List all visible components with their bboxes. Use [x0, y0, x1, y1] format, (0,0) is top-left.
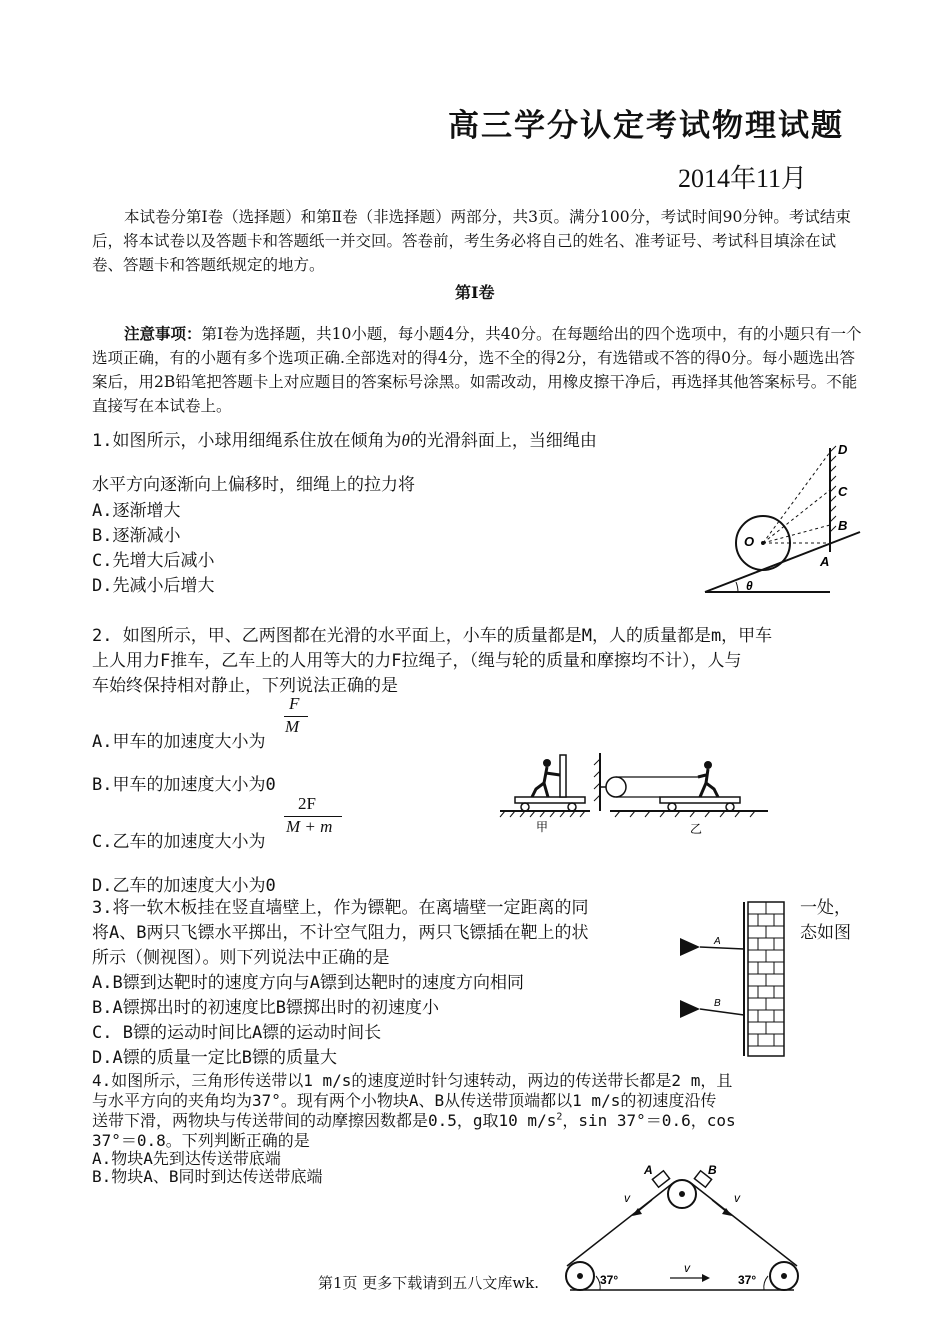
- q3-option-b: B.A镖掷出时的初速度比B镖掷出时的初速度小: [92, 998, 439, 1018]
- notice-label: 注意事项：: [124, 324, 202, 343]
- label-angle-right: 37°: [738, 1273, 757, 1287]
- intro-paragraph: 本试卷分第Ⅰ卷（选择题）和第Ⅱ卷（非选择题）两部分，共3页。满分100分，考试时间90分钟。考试结束后，将本试卷以及答题卡和答题纸一并交回。答卷前，考生务必将自己的姓名、准考证号、考试科目填涂在试卷、答题卡和答题纸规定的地方。: [92, 208, 851, 274]
- q3-stem-line3: 所示（侧视图）。则下列说法中正确的是: [92, 948, 390, 968]
- fraction-f-over-m: F M: [284, 694, 308, 740]
- q4-stem-line2: 与水平方向的夹角均为37°。现有两个小物块A、B从传送带顶端都以1 m/s的初速度沿传: [92, 1091, 717, 1110]
- q1-option-c: C.先增大后减小: [92, 551, 215, 571]
- label-theta: θ: [746, 579, 753, 593]
- section-heading: 第Ⅰ卷: [455, 283, 495, 302]
- label-a: A: [820, 554, 830, 569]
- q3-option-a: A.B镖到达靶时的速度方向与A镖到达靶时的速度方向相同: [92, 973, 524, 993]
- notice-text: 第Ⅰ卷为选择题，共10小题，每小题4分，共40分。在每题给出的四个选项中，有的小题只有一个选项正确，有的小题有多个选项正确.全部选对的得4分，选不全的得2分，有选错或不答的得0分。每小题选出答案后，用2B铅笔把答题卡上对应题目的答案标号涂黑。如需改动，用橡皮擦干净后，再选择其他答案标号。不能直接写在本试卷上。: [92, 325, 862, 415]
- label-b: B: [708, 1163, 717, 1177]
- q2-option-b: B.甲车的加速度大小为0: [92, 775, 276, 795]
- q1-option-b: B.逐渐减小: [92, 526, 181, 546]
- q3-stem-line1: 3.将一软木板挂在竖直墙壁上，作为镖靶。在离墙壁一定距离的同: [92, 898, 589, 918]
- q2-stem-line2: 上人用力F推车，乙车上的人用等大的力F拉绳子，（绳与轮的质量和摩擦均不计），人与: [92, 651, 742, 671]
- q2-stem-line3: 车始终保持相对静止，下列说法正确的是: [92, 676, 398, 696]
- fraction-2f-over-m-plus-m: 2F M + m: [284, 794, 342, 840]
- label-c: C: [838, 484, 848, 499]
- page-footer: 第1页 更多下载请到五八文库wk.: [318, 1274, 540, 1292]
- q2-option-a: A.甲车的加速度大小为: [92, 732, 266, 752]
- theta-symbol: θ: [401, 431, 410, 450]
- label-b: B: [714, 998, 721, 1009]
- exam-date: 2014年11月: [678, 164, 808, 193]
- q1-stem-line1: 1.如图所示，小球用细绳系住放在倾角为θ的光滑斜面上，当细绳由: [92, 431, 597, 451]
- label-angle-left: 37°: [600, 1273, 619, 1287]
- label-yi: 乙: [690, 822, 703, 836]
- q2-option-c: C.乙车的加速度大小为: [92, 832, 266, 852]
- q4-stem-line4: 37°＝0.8。下列判断正确的是: [92, 1131, 310, 1150]
- q3-option-c: C. B镖的运动时间比A镖的运动时间长: [92, 1023, 382, 1043]
- q2-cart-figure: [500, 745, 770, 845]
- q2-stem-line1: 2. 如图所示，甲、乙两图都在光滑的水平面上，小车的质量都是M，人的质量都是m，甲车: [92, 626, 773, 646]
- label-v-bottom: v: [684, 1261, 690, 1275]
- label-b: B: [838, 518, 848, 533]
- q4-stem-line3: 送带下滑，两物块与传送带间的动摩擦因数都是0.5，g取10 $m/s^2$，sin 37°＝0.6，cos: [92, 1111, 736, 1130]
- q1-incline-figure: [700, 440, 870, 600]
- label-a: A: [644, 1163, 653, 1177]
- label-o: O: [744, 534, 755, 549]
- label-d: D: [838, 442, 848, 457]
- q4-conveyor-figure: [552, 1158, 812, 1308]
- q4-option-b: B.物块A、B同时到达传送带底端: [92, 1167, 323, 1186]
- label-v-right: v: [734, 1191, 740, 1205]
- label-jia: 甲: [536, 820, 549, 834]
- q4-stem-line1: 4.如图所示，三角形传送带以1 m/s的速度逆时针匀速转动，两边的传送带长都是2 m，且: [92, 1071, 733, 1090]
- q1-option-d: D.先减小后增大: [92, 576, 215, 596]
- q3-dart-figure: [678, 898, 790, 1058]
- q1-stem-line2: 水平方向逐渐向上偏移时，细绳上的拉力将: [92, 475, 415, 495]
- q2-option-d: D.乙车的加速度大小为0: [92, 876, 276, 896]
- q3-stem-line2-end: 态如图: [800, 923, 851, 943]
- q1-option-a: A.逐渐增大: [92, 501, 181, 521]
- q4-option-a: A.物块A先到达传送带底端: [92, 1149, 281, 1168]
- notice-paragraph: [92, 322, 862, 418]
- q3-stem-line2: 将A、B两只飞镖水平掷出，不计空气阻力，两只飞镖插在靶上的状: [92, 923, 589, 943]
- q3-stem-line1-end: 一处，: [800, 898, 851, 918]
- q3-option-d: D.A镖的质量一定比B镖的质量大: [92, 1048, 337, 1068]
- page-title: 高三学分认定考试物理试题: [448, 108, 844, 144]
- label-v-left: v: [624, 1191, 630, 1205]
- label-a: A: [714, 936, 721, 947]
